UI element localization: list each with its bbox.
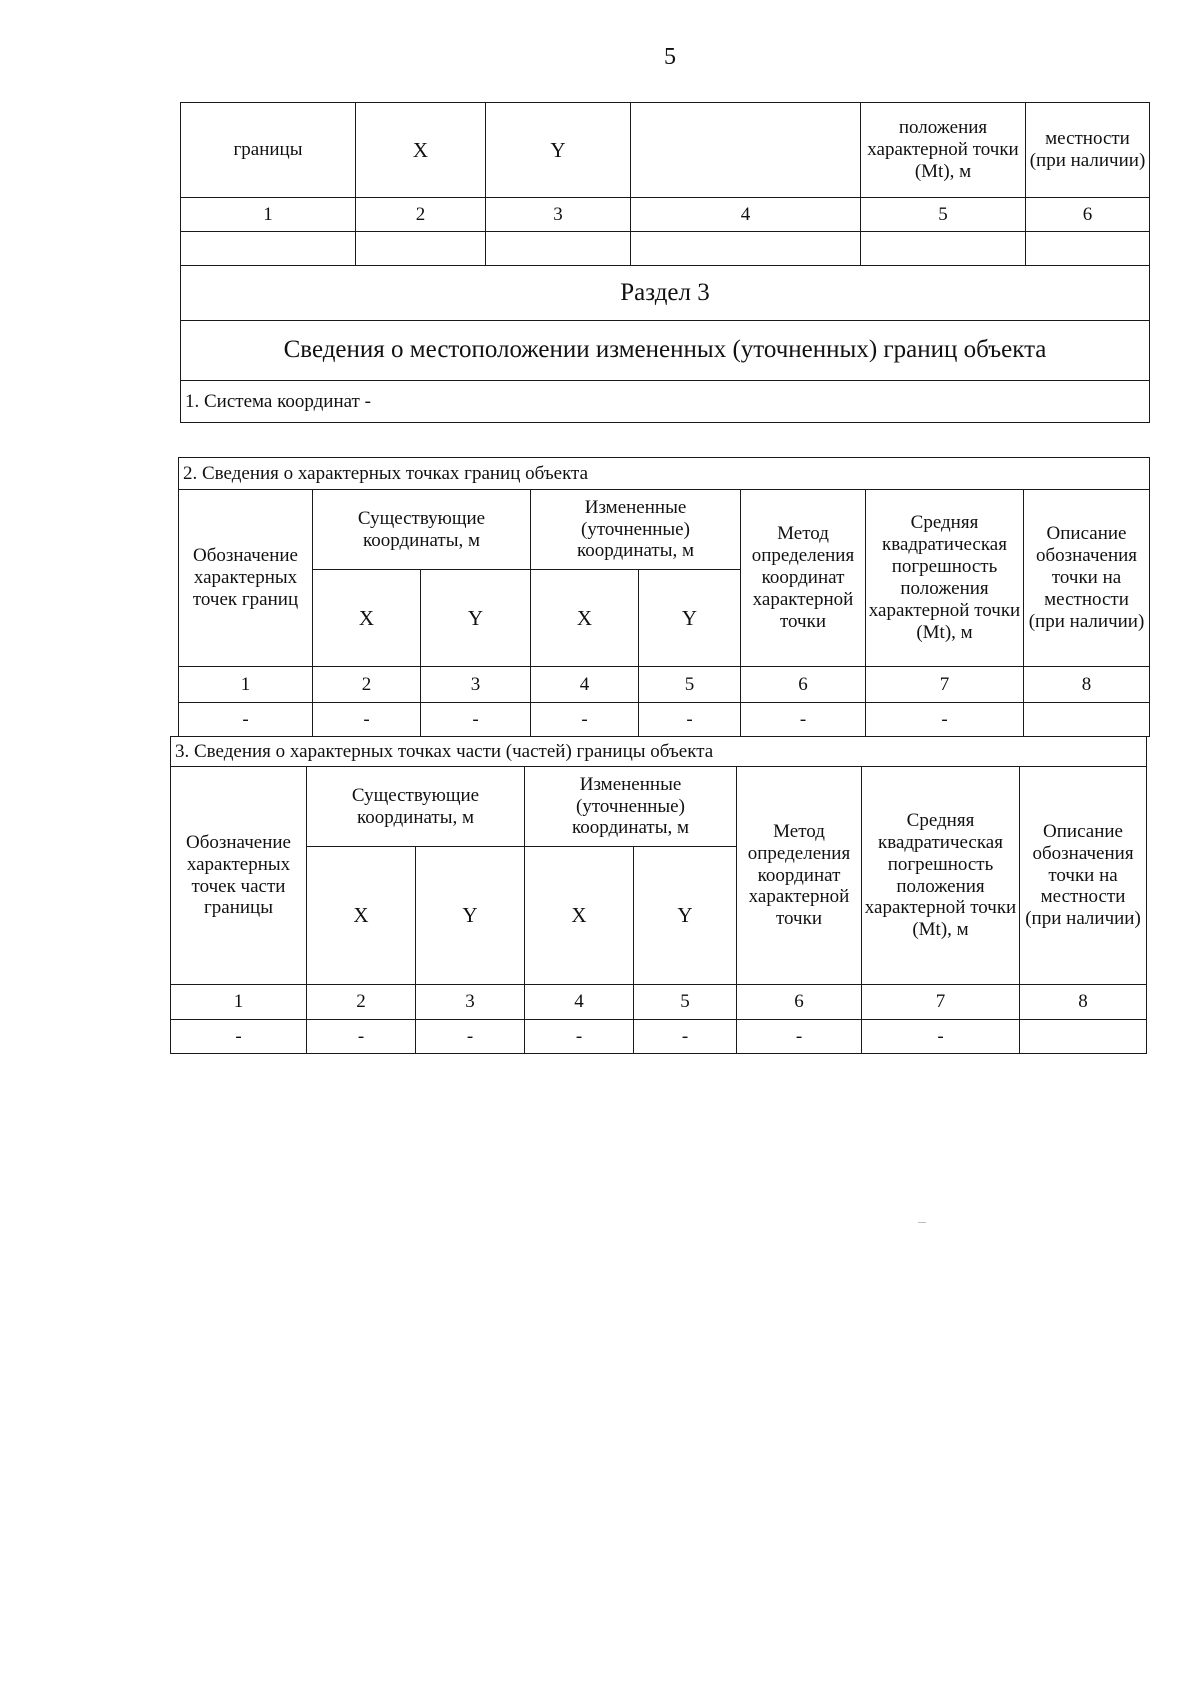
existing-coordinates-header: Существующие координаты, м <box>313 490 531 570</box>
scan-mark <box>918 1222 926 1223</box>
table-cell: - <box>866 703 1024 737</box>
y-header: Y <box>639 570 741 667</box>
column-number: 5 <box>861 198 1026 232</box>
boundary-points-table <box>178 457 1150 737</box>
table-cell: - <box>307 1020 416 1054</box>
table-cell: - <box>179 703 313 737</box>
method-header: Метод определения координат характерной точки <box>741 490 866 667</box>
header-cell: X <box>356 103 486 198</box>
column-number: 3 <box>416 985 525 1020</box>
table-cell: - <box>639 703 741 737</box>
table-row <box>179 703 1150 737</box>
error-header: Средняя квадратическая погрешность положения характерной точки (Mt), м <box>866 490 1024 667</box>
column-number: 4 <box>525 985 634 1020</box>
column-number: 3 <box>486 198 631 232</box>
column-number: 4 <box>631 198 861 232</box>
column-number: 6 <box>741 667 866 703</box>
section-title: Сведения о местоположении измененных (уточненных) границ объекта <box>181 321 1150 381</box>
column-number: 5 <box>634 985 737 1020</box>
column-number: 7 <box>866 667 1024 703</box>
column-number: 7 <box>862 985 1020 1020</box>
x-header: X <box>525 847 634 985</box>
existing-coordinates-header: Существующие координаты, м <box>307 767 525 847</box>
x-header: X <box>307 847 416 985</box>
column-number: 1 <box>179 667 313 703</box>
table-cell <box>1020 1020 1147 1054</box>
header-cell: границы <box>181 103 356 198</box>
column-number-row <box>181 198 1150 232</box>
table-cell: - <box>416 1020 525 1054</box>
column-number: 2 <box>356 198 486 232</box>
table-cell: - <box>421 703 531 737</box>
table-cell: - <box>171 1020 307 1054</box>
column-number: 6 <box>737 985 862 1020</box>
changed-coordinates-header: Измененные (уточненные) координаты, м <box>531 490 741 570</box>
table-cell <box>1026 232 1150 266</box>
column-number: 2 <box>307 985 416 1020</box>
column-number: 6 <box>1026 198 1150 232</box>
column-number-row <box>171 985 1147 1020</box>
y-header: Y <box>421 570 531 667</box>
table-row <box>181 232 1150 266</box>
column-number: 5 <box>639 667 741 703</box>
x-header: X <box>531 570 639 667</box>
table-cell: - <box>741 703 866 737</box>
coordinate-system-line: 1. Система координат - <box>181 381 1150 423</box>
page-number: 5 <box>664 44 676 70</box>
header-cell: положения характерной точки (Mt), м <box>861 103 1026 198</box>
designation-header: Обозначение характерных точек границ <box>179 490 313 667</box>
table-cell: - <box>634 1020 737 1054</box>
header-cell <box>631 103 861 198</box>
table-cell: - <box>525 1020 634 1054</box>
column-number-row <box>179 667 1150 703</box>
y-header: Y <box>416 847 525 985</box>
description-header: Описание обозначения точки на местности (при наличии) <box>1020 767 1147 985</box>
designation-header: Обозначение характерных точек части границы <box>171 767 307 985</box>
error-header: Средняя квадратическая погрешность положения характерной точки (Mt), м <box>862 767 1020 985</box>
section-label: Раздел 3 <box>181 266 1150 321</box>
column-number: 8 <box>1020 985 1147 1020</box>
column-number: 2 <box>313 667 421 703</box>
column-number: 1 <box>171 985 307 1020</box>
table-row <box>171 1020 1147 1054</box>
y-header: Y <box>634 847 737 985</box>
header-cell: Y <box>486 103 631 198</box>
method-header: Метод определения координат характерной точки <box>737 767 862 985</box>
part-points-table <box>170 736 1147 1054</box>
description-header: Описание обозначения точки на местности (при наличии) <box>1024 490 1150 667</box>
column-number: 4 <box>531 667 639 703</box>
header-cell: местности (при наличии) <box>1026 103 1150 198</box>
table-cell <box>486 232 631 266</box>
part-points-caption: 3. Сведения о характерных точках части (частей) границы объекта <box>171 737 1147 767</box>
table-cell <box>356 232 486 266</box>
table-cell: - <box>737 1020 862 1054</box>
table-header-row <box>181 103 1150 198</box>
table-cell: - <box>862 1020 1020 1054</box>
column-number: 3 <box>421 667 531 703</box>
table-cell <box>1024 703 1150 737</box>
table-cell: - <box>531 703 639 737</box>
boundary-points-caption: 2. Сведения о характерных точках границ объекта <box>179 458 1150 490</box>
column-number: 8 <box>1024 667 1150 703</box>
table-cell <box>181 232 356 266</box>
table-cell <box>861 232 1026 266</box>
x-header: X <box>313 570 421 667</box>
column-number: 1 <box>181 198 356 232</box>
continuation-table <box>180 102 1150 423</box>
table-cell: - <box>313 703 421 737</box>
table-cell <box>631 232 861 266</box>
changed-coordinates-header: Измененные (уточненные) координаты, м <box>525 767 737 847</box>
